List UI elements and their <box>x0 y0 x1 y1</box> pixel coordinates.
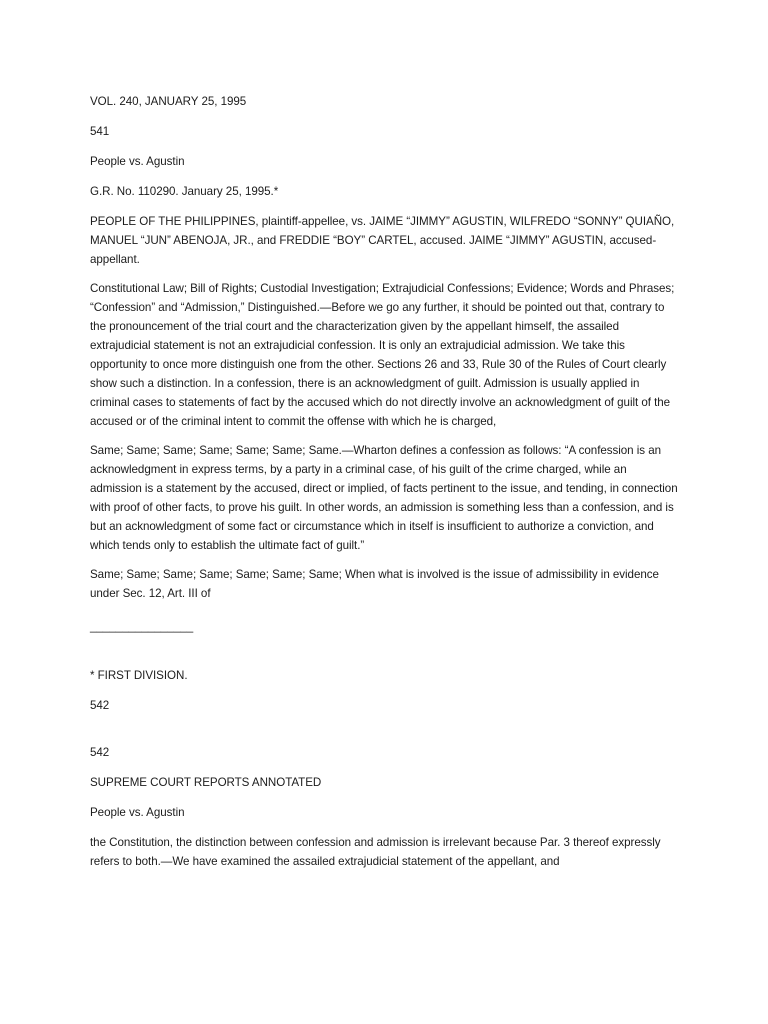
page2-number: 542 <box>90 746 110 759</box>
page2-body-text: the Constitution, the distinction between confession and admission is irrelevant because Par. 3 thereof expressly refers to both.—We have examined the assailed extrajudicial statement of the appellant, and <box>90 836 661 868</box>
page-number: 541 <box>90 125 110 138</box>
footer-page-number: 542 <box>90 699 110 712</box>
document-content <box>90 92 680 881</box>
footnote: * FIRST DIVISION. <box>90 669 188 682</box>
volume-header: VOL. 240, JANUARY 25, 1995 <box>90 95 247 108</box>
case-title: People vs. Agustin <box>90 155 185 168</box>
case-parties: PEOPLE OF THE PHILIPPINES, plaintiff-appellee, vs. JAIME “JIMMY” AGUSTIN, WILFREDO “SONNY” QUIAÑO, MANUEL “JUN” ABENOJA, JR., and FREDDIE “BOY” CARTEL, accused. JAIME “JIMMY” AGUSTIN, accused-appellant. <box>90 215 675 266</box>
gr-number: G.R. No. 110290. January 25, 1995.* <box>90 185 279 198</box>
running-header: SUPREME COURT REPORTS ANNOTATED <box>90 776 322 789</box>
syllabus-paragraph-3: Same; Same; Same; Same; Same; Same; Same; When what is involved is the issue of admissibility in evidence under Sec. 12, Art. III of <box>90 568 659 600</box>
footnote-rule: ________________ <box>90 620 194 633</box>
syllabus-paragraph-2: Same; Same; Same; Same; Same; Same; Same.—Wharton defines a confession as follows: “A confession is an acknowledgment in express terms, by a party in a criminal case, of his guilt of the crime charged, while an admission is a statement by the accused, direct or implied, of facts pertinent to the issue, and tending, in connection with proof of other facts, to prove his guilt. In other words, an admission is something less than a confession, and is but an acknowledgment of some fact or circumstance which in itself is insufficient to authorize a conviction, and which tends only to establish the ultimate fact of guilt.” <box>90 444 678 552</box>
page2-case-title: People vs. Agustin <box>90 806 185 819</box>
syllabus-paragraph-1: Constitutional Law; Bill of Rights; Custodial Investigation; Extrajudicial Confessions; Evidence; Words and Phrases; “Confession” and “Admission,” Distinguished.—Before we go any further, it should be pointed out that, contrary to the pronouncement of the trial court and the characterization given by the appellant himself, the assailed extrajudicial statement is not an extrajudicial confession. It is only an extrajudicial admission. We take this opportunity to once more distinguish one from the other. Sections 26 and 33, Rule 30 of the Rules of Court clearly show such a distinction. In a confession, there is an acknowledgment of guilt. Admission is usually applied in criminal cases to statements of fact by the accused which do not directly involve an acknowledgment of guilt of the accused or of the criminal intent to commit the offense with which he is charged, <box>90 282 675 428</box>
